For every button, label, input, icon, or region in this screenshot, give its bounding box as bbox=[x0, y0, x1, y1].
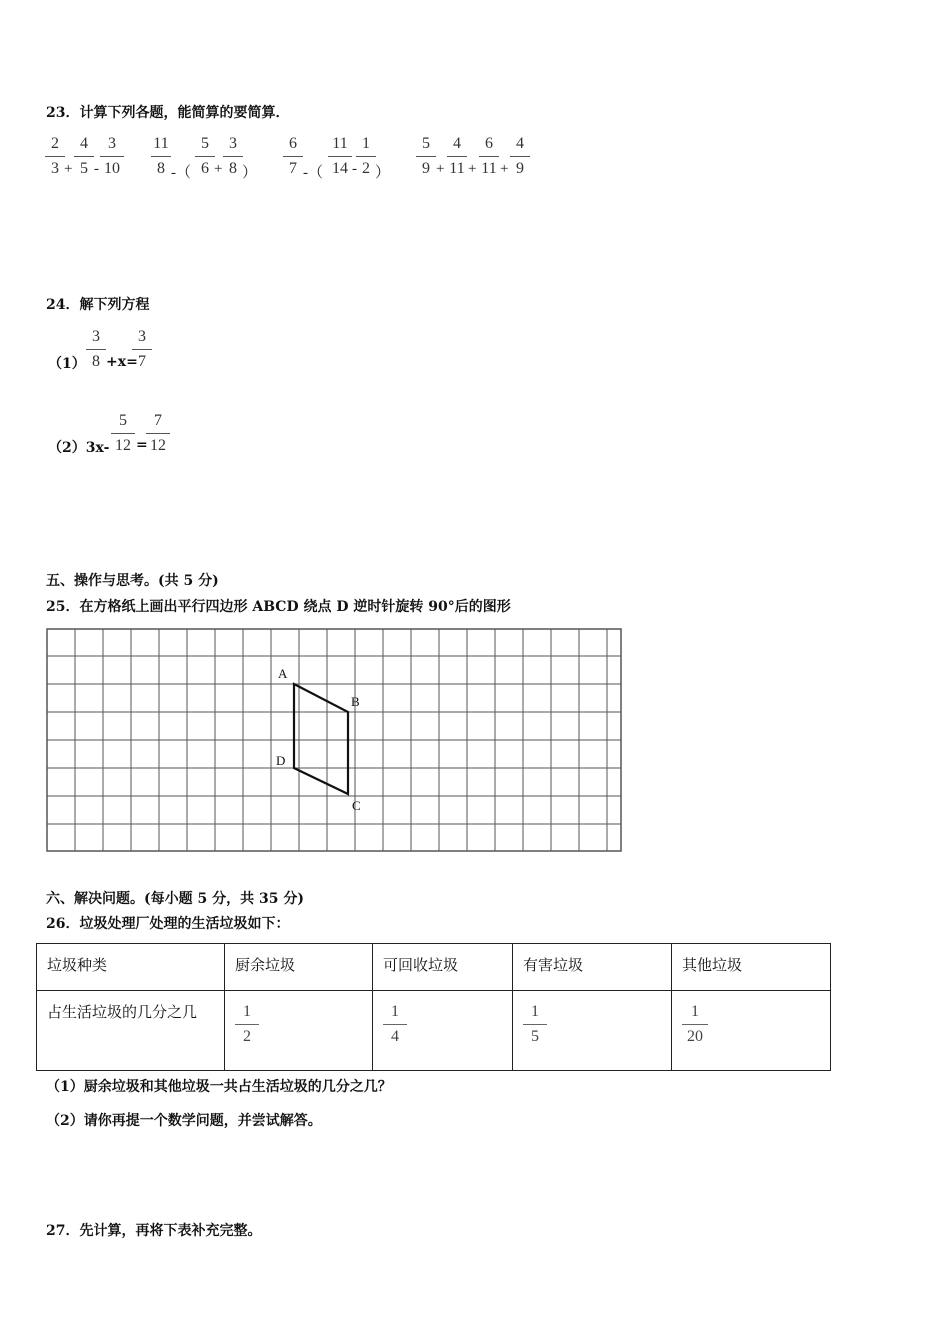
fraction: 1 2 bbox=[355, 134, 377, 179]
equation-operator: +x= bbox=[106, 354, 138, 370]
table-cell bbox=[672, 991, 831, 1071]
q27-title: 27．先计算，再将下表补充完整。 bbox=[46, 1223, 262, 1239]
section-5-title: 五、操作与思考。(共 5 分) bbox=[46, 573, 219, 589]
q23-title: 23．计算下列各题，能简算的要简算． bbox=[46, 105, 290, 121]
fraction: 4 11 bbox=[446, 134, 468, 179]
fraction: 4 9 bbox=[509, 134, 531, 179]
fraction: 5 9 bbox=[415, 134, 437, 179]
row-label: 占生活垃圾的几分之几 bbox=[37, 991, 225, 1071]
q26-sub-question-2: （2）请你再提一个数学问题，并尝试解答。 bbox=[46, 1113, 322, 1129]
grid-paper[interactable] bbox=[46, 628, 622, 852]
grid-svg bbox=[46, 628, 622, 852]
operator: + bbox=[468, 161, 477, 177]
fraction: 1 2 bbox=[235, 1003, 259, 1046]
point-label-d: D bbox=[276, 753, 286, 768]
q26-title: 26．垃圾处理厂处理的生活垃圾如下： bbox=[46, 916, 290, 932]
fraction: 5 12 bbox=[110, 411, 136, 456]
fraction: 5 6 bbox=[194, 134, 216, 179]
operator: + bbox=[64, 161, 73, 177]
operator: ） bbox=[375, 165, 391, 181]
table-header-cell: 厨余垃圾 bbox=[225, 944, 373, 991]
point-label-c: C bbox=[352, 798, 361, 813]
fraction: 1 4 bbox=[383, 1003, 407, 1046]
parallelogram-abcd bbox=[294, 684, 348, 794]
equation-label: （2）3x- bbox=[48, 440, 110, 456]
fraction: 1 20 bbox=[682, 1003, 708, 1046]
equation-operator: = bbox=[136, 437, 148, 453]
q26-sub-question-1: （1）厨余垃圾和其他垃圾一共占生活垃圾的几分之几？ bbox=[46, 1079, 392, 1095]
operator: + bbox=[436, 161, 445, 177]
table-header-cell: 垃圾种类 bbox=[37, 944, 225, 991]
q24-title: 24．解下列方程 bbox=[46, 297, 150, 313]
table-cell bbox=[373, 991, 513, 1071]
table-header-row bbox=[37, 944, 831, 991]
operator: - bbox=[352, 161, 357, 177]
fraction: 1 5 bbox=[523, 1003, 547, 1046]
fraction: 11 14 bbox=[327, 134, 353, 179]
operator: - bbox=[94, 161, 99, 177]
fraction: 4 5 bbox=[73, 134, 95, 179]
fraction: 3 8 bbox=[222, 134, 244, 179]
fraction: 6 7 bbox=[282, 134, 304, 179]
fraction: 3 10 bbox=[99, 134, 125, 179]
fraction: 6 11 bbox=[478, 134, 500, 179]
table-row bbox=[37, 991, 831, 1071]
operator: -（ bbox=[171, 165, 191, 181]
fraction: 11 8 bbox=[150, 134, 172, 179]
fraction: 7 12 bbox=[145, 411, 171, 456]
point-label-b: B bbox=[351, 694, 360, 709]
waste-table bbox=[36, 943, 831, 1071]
operator: -（ bbox=[303, 165, 323, 181]
table-cell bbox=[513, 991, 672, 1071]
operator: + bbox=[500, 161, 509, 177]
operator: + bbox=[214, 161, 223, 177]
q25-title: 25．在方格纸上画出平行四边形 ABCD 绕点 D 逆时针旋转 90°后的图形 bbox=[46, 599, 511, 615]
operator: ） bbox=[242, 165, 258, 181]
fraction: 3 7 bbox=[131, 327, 153, 372]
table-header-cell: 其他垃圾 bbox=[672, 944, 831, 991]
section-6-title: 六、解决问题。(每小题 5 分，共 35 分) bbox=[46, 891, 304, 907]
grid-lines bbox=[47, 629, 621, 851]
table-header-cell: 有害垃圾 bbox=[513, 944, 672, 991]
table-header-cell: 可回收垃圾 bbox=[373, 944, 513, 991]
table-cell bbox=[225, 991, 373, 1071]
fraction: 3 8 bbox=[85, 327, 107, 372]
fraction: 2 3 bbox=[44, 134, 66, 179]
equation-label: （1） bbox=[48, 356, 86, 372]
point-label-a: A bbox=[278, 666, 288, 681]
